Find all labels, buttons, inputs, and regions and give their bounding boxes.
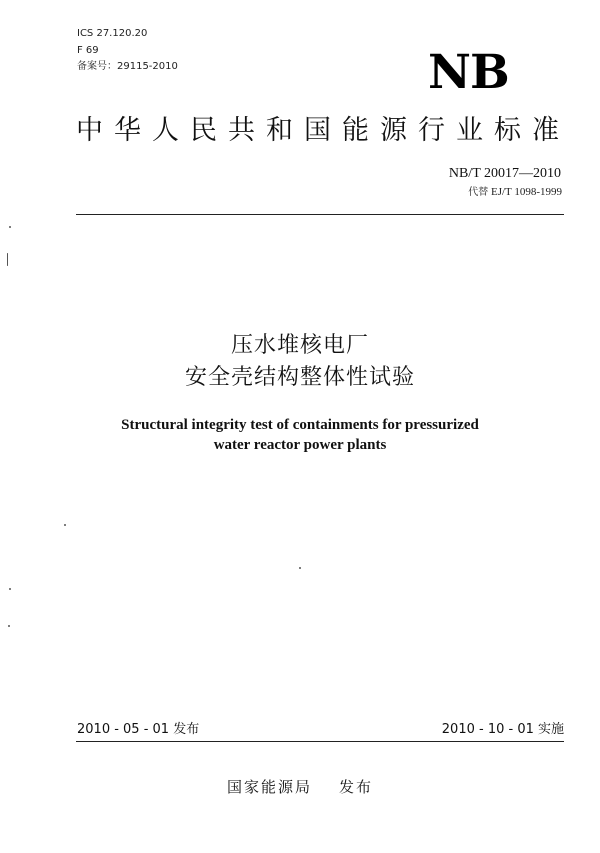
bottom-divider xyxy=(76,741,564,742)
ics-code: ICS 27.120.20 xyxy=(77,28,148,39)
scan-speck xyxy=(9,226,11,228)
scan-speck xyxy=(64,524,66,526)
scan-speck xyxy=(8,625,10,627)
scan-speck xyxy=(299,567,301,569)
document-title-en-line2: water reactor power plants xyxy=(213,437,387,453)
scan-speck xyxy=(7,253,8,266)
replaces-label: 代替 xyxy=(468,187,489,198)
ccs-code: F 69 xyxy=(77,45,99,56)
document-title-en-line1: Structural integrity test of containments for pressurized xyxy=(121,417,479,433)
standard-number: NB/T 20017—2010 xyxy=(448,166,561,181)
replaces-standard xyxy=(468,186,562,199)
publisher-line: 国家能源局 发布 xyxy=(226,778,374,796)
filing-number: 备案号：29115-2010 xyxy=(77,61,178,72)
implementation-date: 2010 - 10 - 01 实施 xyxy=(441,722,564,737)
nb-logo: NB xyxy=(428,45,509,100)
replaces-code: EJ/T 1098-1999 xyxy=(488,186,562,198)
document-title-cn-line1: 压水堆核电厂 xyxy=(230,333,369,358)
document-title-cn-line2: 安全壳结构整体性试验 xyxy=(184,365,415,390)
scan-speck xyxy=(9,588,11,590)
issue-date: 2010 - 05 - 01 发布 xyxy=(77,722,200,737)
standard-category-title: 中华人民共和国能源行业标准 xyxy=(76,115,570,146)
top-divider xyxy=(76,214,564,215)
